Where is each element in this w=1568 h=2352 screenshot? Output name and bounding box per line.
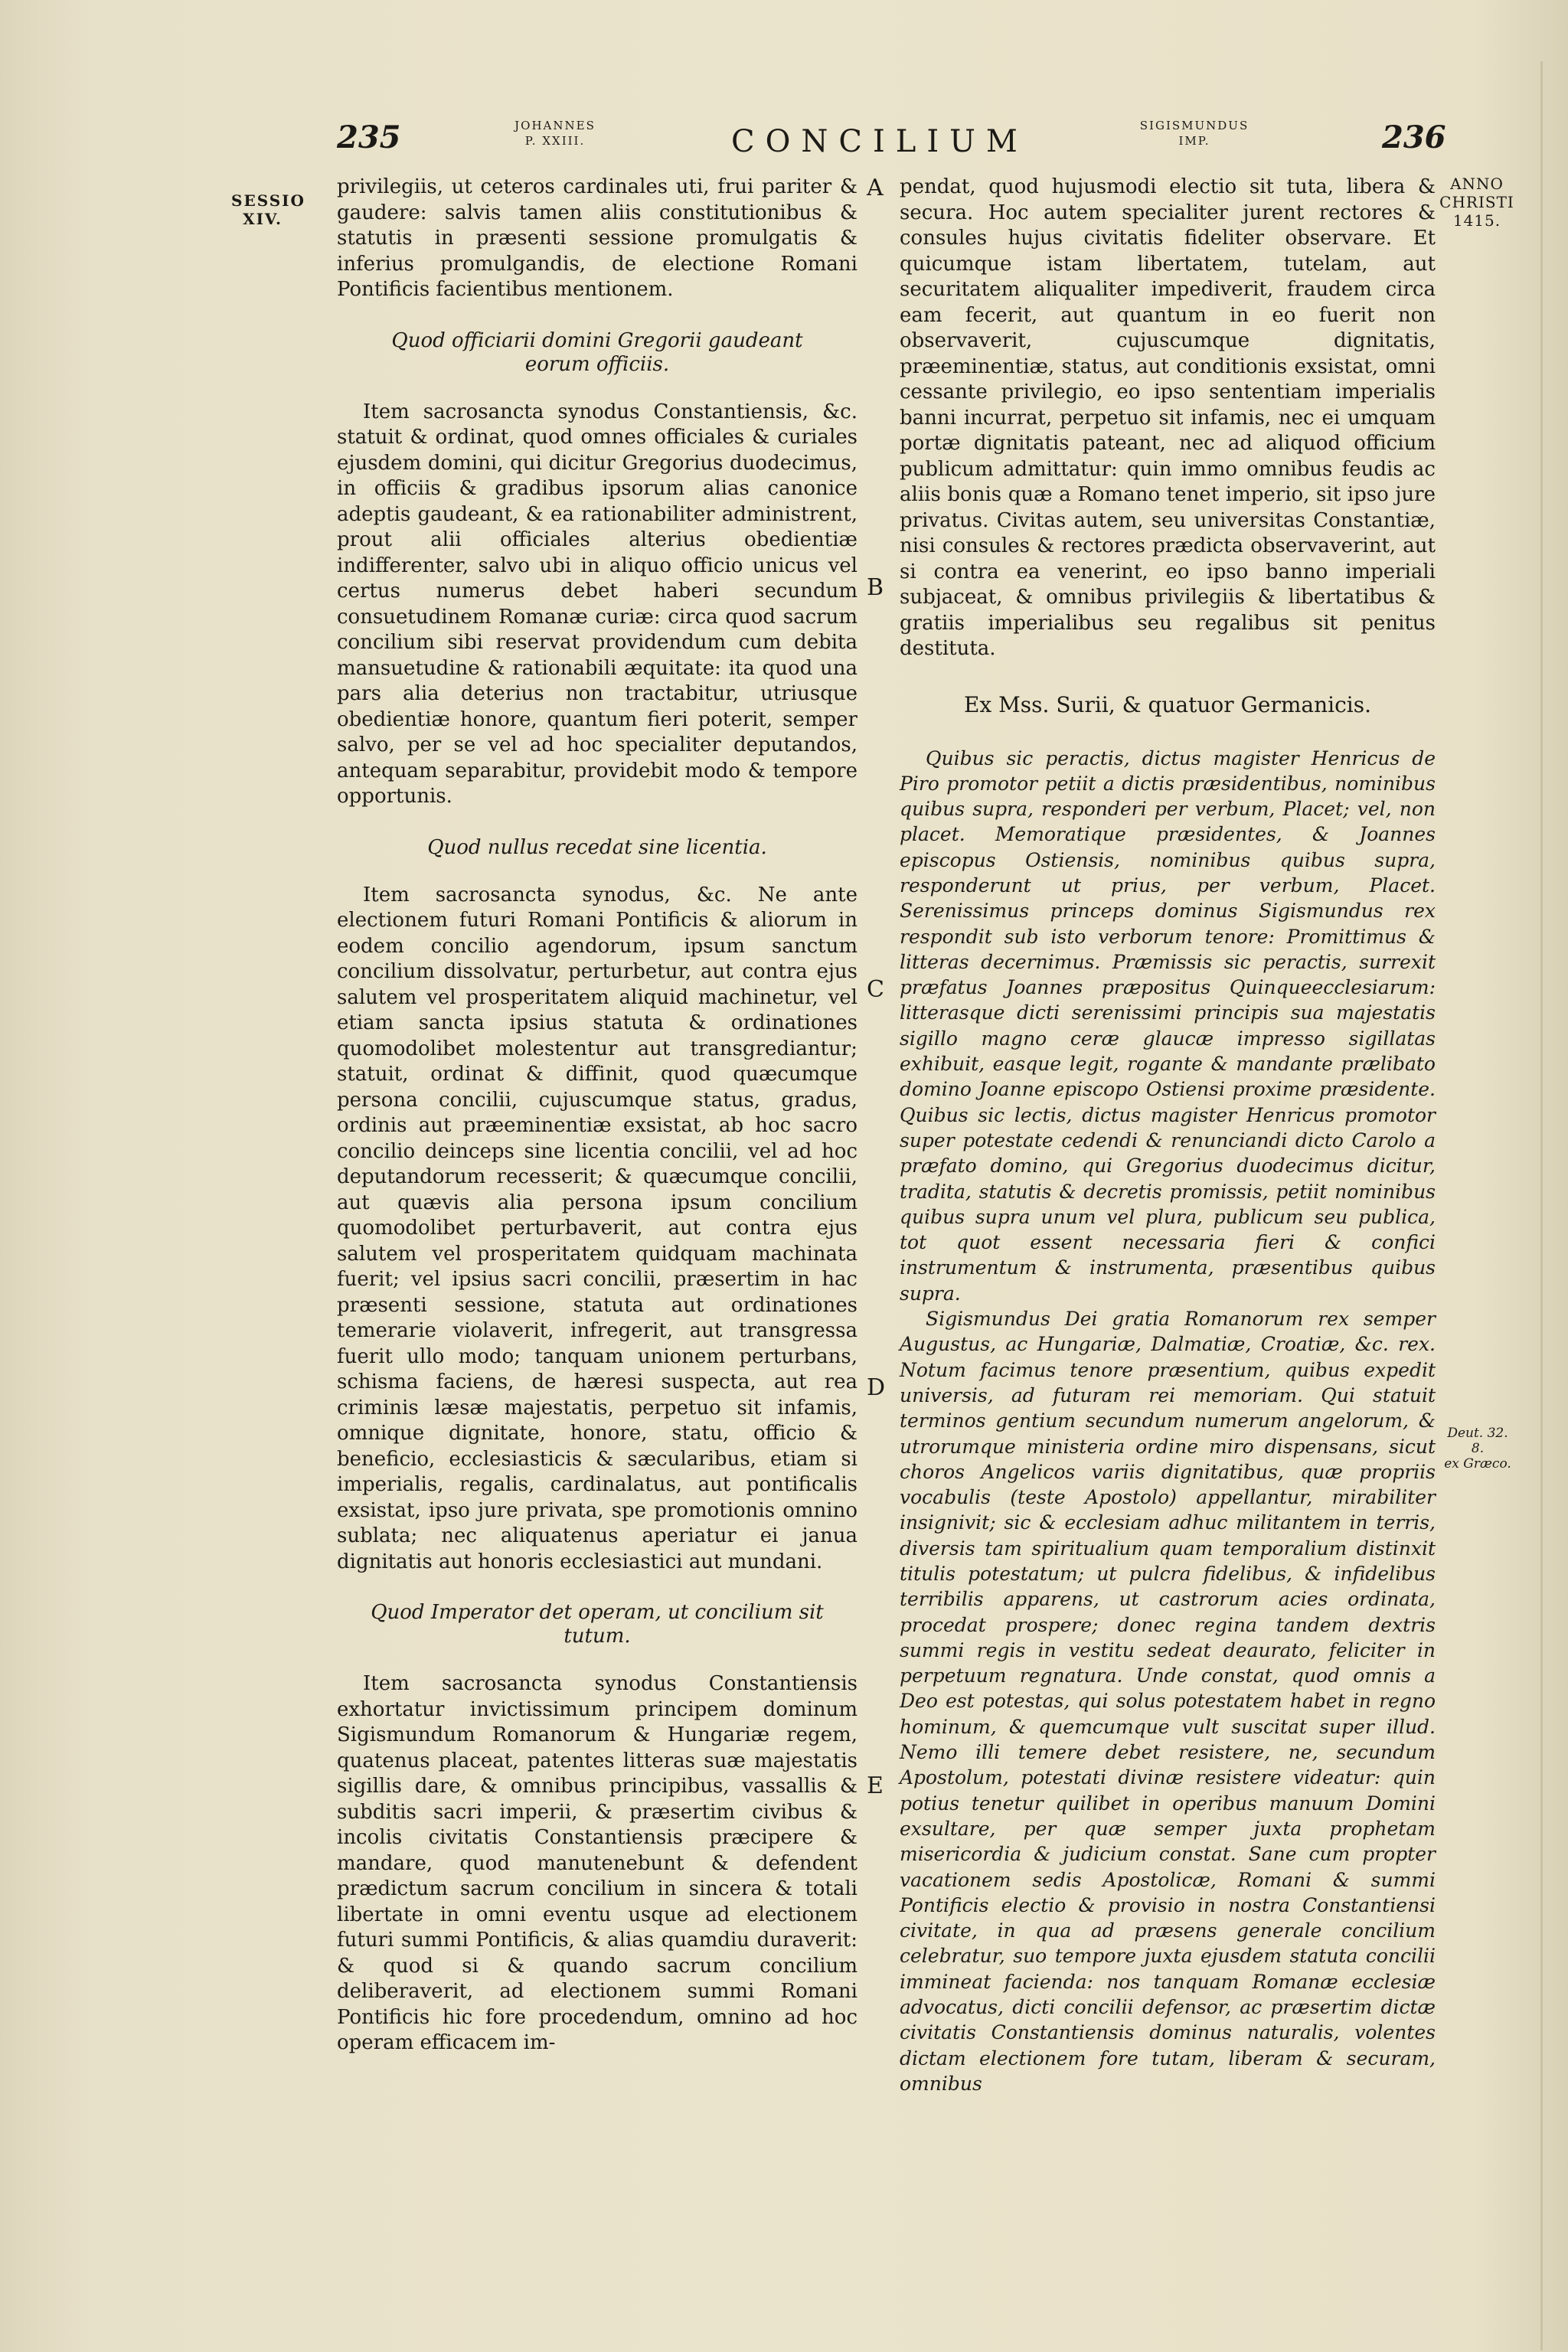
right-paragraph-2: Sigismundus Dei gratia Romanorum rex semper Augustus, ac Hungariæ, Dalmatiæ, Croatiæ, &c. rex. Notum facimus tenore præsentium, quibus expedit universis, ad futuram rei memoriam. Qui statuit terminos gentium secundum numerum angelorum, & utrorumque ministeria ordine miro dispensans, sicut choros Angelicos variis dignitatibus, quæ propriis vocabulis (teste Apostolo) appellantur, mirabiliter insignivit; sic & ecclesiam adhuc militantem in terris, diversis tam spiritualium quam temporalium distinxit titulis potestatum; ut pulcra fidelibus, & infidelibus terribilis apparens, ut castrorum acies ordinata, procedat prospere; donec regina tandem dextris summi regis in vestitu sedeat deaurato, feliciter in perpetuum regnatura. Unde constat, quod omnis a Deo est potestas, qui solus potestatem habet in regno hominum, & quemcumque vult suscitat super illud. Nemo illi temere debet resistere, ne, secundum Apostolum, potestati divinæ resistere videatur: quin potius tenetur quilibet in operibus manuum Domini exsultare, per quæ semper juxta prophetam misericordia & judicium constat. Sane cum propter vacationem sedis Apostolicæ, Romani & summi Pontificis electio & provisio in nostra Constantiensi civitate, in qua ad præsens generale concilium celebratur, suo tempore juxta ejusdem statuta concilii immineat facienda: nos tanquam Romanæ ecclesiæ advocatus, dicti concilii defensor, ac præsertim dictæ civitatis Constantiensis dominus naturalis, volentes dictam electionem fore tutam, liberam & securam, omnibus: [900, 1308, 1436, 2095]
section-letter-d: D: [867, 1374, 886, 1401]
right-running-head: [1129, 118, 1259, 149]
section-letter-b: B: [867, 574, 884, 601]
left-paragraph-1: Item sacrosancta synodus Constantiensis, &c. statuit & ordinat, quod omnes officiales & curiales ejusdem domini, qui dicitur Gregorius duodecimus, in officiis & gradibus ipsorum alias canonice adeptis gaudeant, & ea rationabiliter administrent, prout alii officiales alterius obedientiæ indifferenter, salvo ubi in aliquo officio unicus vel certus numerus debet haberi secundum consuetudinem Romanæ curiæ: circa quod sacrum concilium sibi reservat providendum cum debita mansuetudine & rationabili æquitate: ita quod una pars alia deterius non tractabitur, utriusque obedientiæ honore, quantum fieri poterit, semper salvo, per se vel ad hoc specialiter deputandos, antequam separabitur, providebit modo & tempore opportunis.: [337, 400, 858, 808]
section-letter-e: E: [867, 1772, 884, 1799]
margin-deut-line2: ex Græco.: [1444, 1456, 1511, 1472]
page-title: CONCILIUM: [731, 124, 1028, 159]
right-column: [900, 175, 1436, 2096]
margin-session-line2: XIV.: [243, 210, 283, 228]
margin-session-line1: SESSIO: [231, 191, 305, 210]
left-heading-1: Quod officiarii domini Gregorii gaudeant eorum officiis.: [391, 328, 803, 376]
left-running-head-line2: P. XXIII.: [524, 134, 586, 148]
right-running-head-line2: IMP.: [1178, 134, 1210, 148]
left-paragraph-3: Item sacrosancta synodus Constantiensis exhortatur invictissimum principem dominum Sigismundum Romanorum & Hungariæ regem, quatenus placeat, patentes litteras suæ majestatis sigillis dare, & omnibus principibus, vassallis & subditis sacri imperii, & præsertim civibus & incolis civitatis Constantiensis præcipere & mandare, quod manutenebunt & defendent prædictum sacrum concilium in sincera & totali libertate in omni eventu usque ad electionem futuri summi Pontificis, & alias quamdiu duraverit: & quod si & quando sacrum concilium deliberaverit, ad electionem summi Romani Pontificis hic fore procedendum, omnino ad hoc operam efficacem im-: [337, 1672, 858, 2054]
section-letter-c: C: [867, 976, 884, 1003]
left-running-head: [498, 118, 612, 149]
right-heading: Ex Mss. Surii, & quatuor Germanicis.: [963, 691, 1371, 717]
margin-year-line2: CHRISTI: [1439, 193, 1514, 211]
right-paragraph-top: pendat, quod hujusmodi electio sit tuta, libera & secura. Hoc autem specialiter jurent rectores & consules hujus civitatis fideliter observare. Et quicumque istam libertatem, tutelam, aut securitatem aliqualiter impediverit, fraudem circa eam fecerit, aut quantum in eo fuerit non observaverit, cujuscumque dignitatis, præeminentiæ, status, aut conditionis exsistat, omni cessante privilegio, eo ipso sententiam imperialis banni incurrat, perpetuo sit infamis, nec ei umquam portæ dignitatis pateant, nec ad aliquod officium publicum admittatur: quin immo omnibus feudis ac aliis bonis quæ a Romano tenet imperio, sit ipso jure privatus. Civitas autem, seu universitas Constantiæ, nisi consules & rectores prædicta observaverint, aut si contra ea venerint, eo ipso banno imperiali subjaceat, & omnibus privilegiis & libertatibus & gratiis imperialibus seu regalibus sit penitus destituta.: [900, 175, 1436, 660]
margin-year-note: [1439, 175, 1514, 230]
section-letter-a: A: [867, 175, 884, 201]
left-paragraph-2: Item sacrosancta synodus, &c. Ne ante electionem futuri Romani Pontificis & aliorum in eodem concilio agendorum, ipsum sanctum concilium dissolvatur, perturbetur, aut contra ejus salutem vel prosperitatem aliquid machinetur, vel etiam sancta ipsius statuta & ordinationes quomodolibet molestentur aut transgrediantur; statuit, ordinat & diffinit, quod quæcumque persona concilii, cujuscumque status, gradus, ordinis aut præeminentiæ exsistat, ab hoc sacro concilio deinceps sine licentia concilii, vel ad hoc deputandorum recesserit; & quæcumque concilii, aut quævis alia persona ipsum concilium quomodolibet perturbaverit, aut contra ejus salutem vel prosperitatem quidquam machinata fuerit; vel ipsius sacri concilii, præsertim in hac præsenti sessione, statuta aut ordinationes temerarie violaverit, infregerit, aut transgressa fuerit ullo modo; tanquam unionem perturbans, schisma faciens, de hæresi suspecta, aut rea criminis læsæ majestatis, perpetuo sit infamis, omnique dignitate, honore, statu, officio & beneficio, ecclesiasticis & sæcularibus, etiam si imperialis, regalis, cardinalatus, aut pontificalis exsistat, ipso jure privata, spe promotionis omnino sublata; nec aliquatenus aperiatur ei janua dignitatis aut honoris ecclesiastici aut mundani.: [337, 883, 858, 1573]
left-running-head-line1: JOHANNES: [514, 119, 596, 132]
margin-year-line3: 1415.: [1452, 211, 1501, 230]
running-header: [0, 115, 1568, 168]
left-paragraph-top: privilegiis, ut ceteros cardinales uti, frui pariter & gaudere: salvis tamen aliis constitutionibus & statutis in præsenti sessione promulgatis & inferius promulgandis, de electione Romani Pontificis facientibus mentionem.: [337, 175, 858, 301]
left-heading-2: Quod nullus recedat sine licentia.: [427, 835, 767, 859]
page-edge: [1540, 61, 1543, 2350]
left-heading-3: Quod Imperator det operam, ut concilium sit tutum.: [371, 1601, 824, 1648]
margin-deut-line1: Deut. 32. 8.: [1447, 1426, 1508, 1456]
left-page-number: 235: [337, 119, 401, 155]
margin-session-note: [231, 191, 305, 228]
right-running-head-line1: SIGISMUNDUS: [1139, 119, 1250, 132]
margin-scripture-reference: [1439, 1426, 1516, 1472]
margin-year-line1: ANNO: [1450, 175, 1504, 193]
right-page-number: 236: [1382, 119, 1446, 155]
right-paragraph-1: Quibus sic peractis, dictus magister Henricus de Piro promotor petiit a dictis præsidentibus, nominibus quibus supra, responderi per verbum, Placet; vel, non placet. Memoratique præsidentes, & Joannes episcopus Ostiensis, nominibus quibus supra, responderunt ut prius, per verbum, Placet. Serenissimus princeps dominus Sigismundus rex respondit sub isto verborum tenore: Promittimus & litteras decernimus. Præmissis sic peractis, surrexit præfatus Joannes præpositus Quinqueecclesiarum: litterasque dicti serenissimi principis sua majestatis sigillo magno ceræ glaucæ impresso sigillatas exhibuit, easque legit, rogante & mandante prælibato domino Joanne episcopo Ostiensi proxime præsidente. Quibus sic lectis, dictus magister Henricus promotor super potestate cedendi & renunciandi dicto Carolo a præfato domino, qui Gregorius duodecimus dicitur, tradita, statutis & decretis promissis, petiit nominibus quibus supra unum vel plura, publicum seu publica, tot quot essent necessaria fieri & confici instrumentum & instrumenta, præsentibus quibus supra.: [900, 746, 1436, 1305]
left-column: [337, 175, 858, 2056]
